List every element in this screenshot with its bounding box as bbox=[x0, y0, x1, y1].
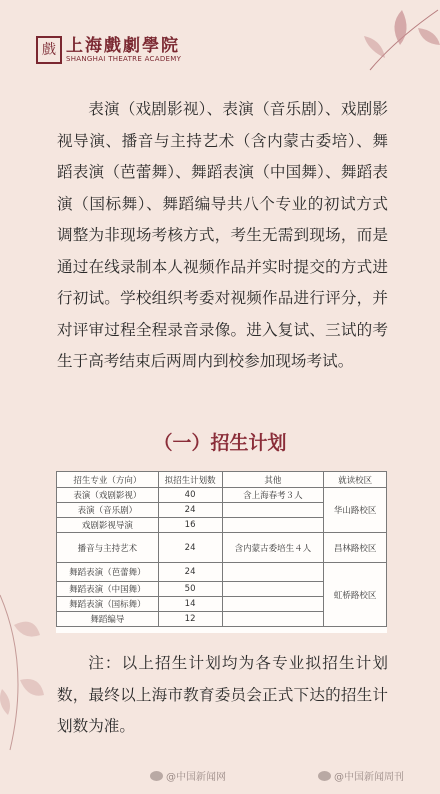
column-header: 拟招生计划数 bbox=[158, 472, 222, 488]
count-cell: 16 bbox=[158, 518, 222, 533]
campus-cell: 虹桥路校区 bbox=[324, 563, 387, 627]
major-cell: 表演（音乐剧） bbox=[57, 503, 159, 518]
major-cell: 表演（戏剧影视） bbox=[57, 488, 159, 503]
watermark-text: @中国新闻周刊 bbox=[334, 772, 404, 783]
column-header: 其他 bbox=[222, 472, 324, 488]
count-cell: 12 bbox=[158, 612, 222, 627]
weibo-icon bbox=[318, 771, 331, 781]
leaf-decoration-icon bbox=[340, 0, 440, 80]
count-cell: 24 bbox=[158, 563, 222, 582]
count-cell: 24 bbox=[158, 503, 222, 518]
major-cell: 舞蹈表演（中国舞） bbox=[57, 582, 159, 597]
campus-cell: 昌林路校区 bbox=[324, 533, 387, 563]
other-cell bbox=[222, 597, 324, 612]
other-cell: 含内蒙古委培生４人 bbox=[222, 533, 324, 563]
other-cell bbox=[222, 582, 324, 597]
other-cell bbox=[222, 503, 324, 518]
count-cell: 50 bbox=[158, 582, 222, 597]
table-row bbox=[57, 488, 387, 503]
body-paragraph: 表演（戏剧影视）、表演（音乐剧）、戏剧影视导演、播音与主持艺术（含内蒙古委培）、舞蹈表演（芭蕾舞）、舞蹈表演（中国舞）、舞蹈表演（国标舞）、舞蹈编导共八个专业的初试方式调整为非现场考核方式，考生无需到现场，而是通过在线录制本人视频作品并实时提交的方式进行初试。学校组织考委对视频作品进行评分，并对评审过程全程录音录像。进入复试、三试的考生于高考结束后两周内到校参加现场考试。 bbox=[57, 100, 388, 370]
major-cell: 舞蹈表演（芭蕾舞） bbox=[57, 563, 159, 582]
weibo-icon bbox=[150, 771, 163, 781]
note-paragraph: 注：以上招生计划均为各专业拟招生计划数，最终以上海市教育委员会正式下达的招生计划数为准。 bbox=[57, 654, 388, 735]
other-cell: 含上海春考３人 bbox=[222, 488, 324, 503]
section-heading: （一）招生计划 bbox=[153, 432, 287, 454]
major-cell: 播音与主持艺术 bbox=[57, 533, 159, 563]
other-cell bbox=[222, 563, 324, 582]
table-row bbox=[57, 563, 387, 582]
other-cell bbox=[222, 612, 324, 627]
academy-logo bbox=[36, 36, 181, 64]
watermark bbox=[150, 768, 226, 783]
enrollment-table bbox=[56, 471, 387, 633]
watermark bbox=[318, 768, 404, 783]
leaf-decoration-icon bbox=[0, 585, 50, 755]
campus-cell: 华山路校区 bbox=[324, 488, 387, 533]
column-header: 招生专业（方向） bbox=[57, 472, 159, 488]
major-cell: 戏剧影视导演 bbox=[57, 518, 159, 533]
count-cell: 24 bbox=[158, 533, 222, 563]
academy-name-cn: 上海戲劇學院 bbox=[66, 35, 180, 56]
other-cell bbox=[222, 518, 324, 533]
count-cell: 40 bbox=[158, 488, 222, 503]
column-header: 就读校区 bbox=[324, 472, 387, 488]
watermark-text: @中国新闻网 bbox=[166, 772, 226, 783]
major-cell: 舞蹈表演（国标舞） bbox=[57, 597, 159, 612]
academy-seal-icon: 戲 bbox=[36, 36, 62, 64]
table-header-row bbox=[57, 472, 387, 488]
count-cell: 14 bbox=[158, 597, 222, 612]
table-row bbox=[57, 533, 387, 563]
major-cell: 舞蹈编导 bbox=[57, 612, 159, 627]
academy-name-en: SHANGHAI THEATRE ACADEMY bbox=[66, 54, 182, 63]
